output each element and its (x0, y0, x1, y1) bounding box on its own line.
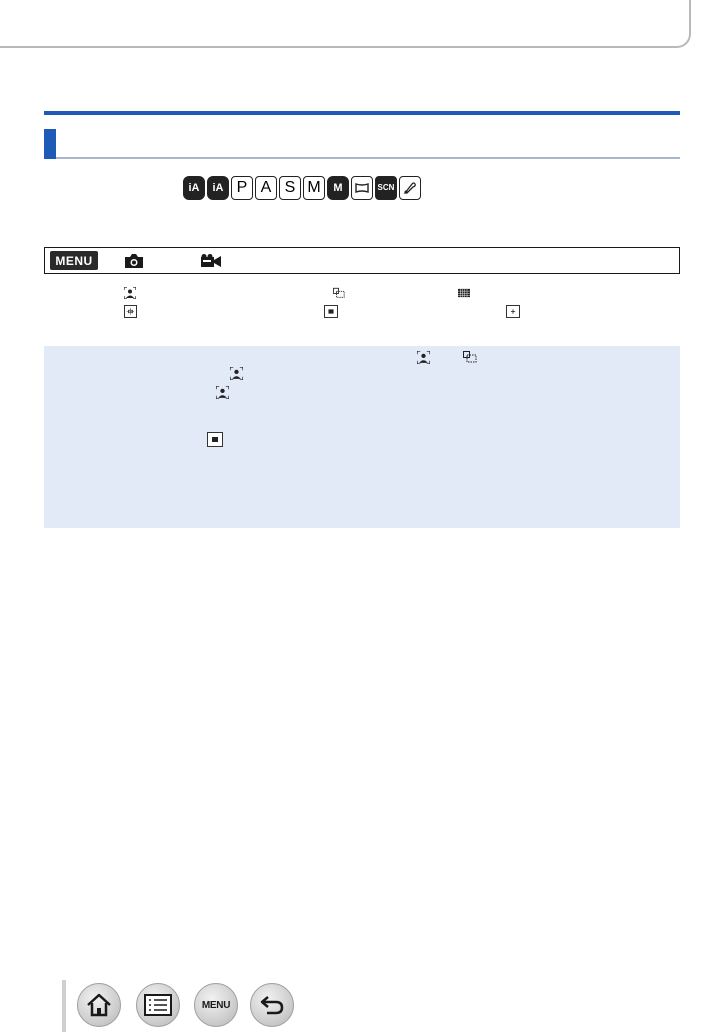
face-eye-detection-icon (417, 351, 430, 364)
one-area-af-icon (324, 305, 338, 318)
back-button[interactable] (250, 983, 294, 1027)
manual-mode-icon: M (303, 176, 325, 200)
subsection-heading-rule (56, 157, 680, 159)
multi-area-af-icon (458, 287, 470, 299)
subsection-heading-marker (44, 129, 56, 159)
home-button[interactable] (77, 983, 121, 1027)
creative-video-mode-icon: M (327, 176, 349, 200)
intelligent-auto-plus-mode-icon: iA (207, 176, 229, 200)
face-eye-detection-icon (124, 287, 136, 299)
custom-multi-icon (124, 305, 137, 318)
navigation-divider (62, 980, 66, 1032)
aperture-priority-mode-icon: A (255, 176, 277, 200)
page-header-tab (0, 0, 691, 48)
one-area-af-icon (207, 432, 223, 447)
menu-path-bar (44, 247, 680, 274)
face-eye-detection-icon (216, 386, 229, 399)
list-icon (144, 994, 172, 1016)
recording-mode-icons (183, 176, 421, 202)
menu-badge: MENU (50, 251, 98, 270)
section-heading-rule (44, 111, 680, 115)
shutter-priority-mode-icon: S (279, 176, 301, 200)
back-arrow-icon (259, 994, 285, 1016)
contents-button[interactable] (136, 983, 180, 1027)
video-camera-icon (200, 254, 222, 268)
tracking-af-icon (463, 351, 477, 363)
menu-button-label: MENU (201, 999, 231, 1011)
home-icon (85, 992, 113, 1018)
creative-control-mode-icon (399, 176, 421, 200)
panorama-mode-icon (351, 176, 373, 200)
pinpoint-af-icon (506, 305, 520, 318)
note-box (44, 346, 680, 528)
menu-button[interactable] (194, 983, 238, 1027)
program-mode-icon: P (231, 176, 253, 200)
tracking-af-icon (333, 287, 345, 299)
intelligent-auto-mode-icon: iA (183, 176, 205, 200)
camera-icon (124, 253, 144, 269)
face-eye-detection-icon (230, 367, 243, 380)
scene-mode-icon: SCN (375, 176, 397, 200)
